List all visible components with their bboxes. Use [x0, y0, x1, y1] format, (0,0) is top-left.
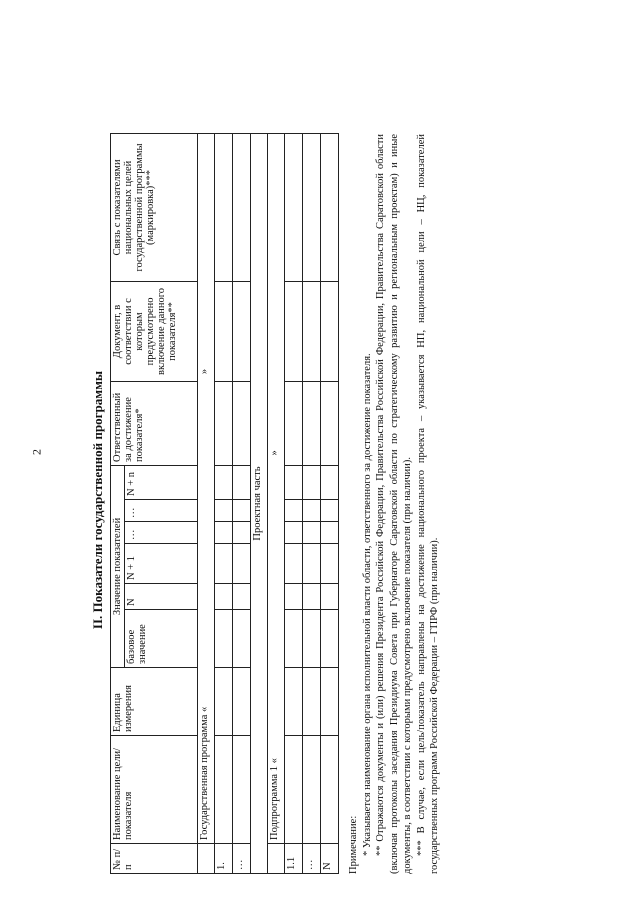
program-close-quote: » — [199, 368, 210, 375]
header-responsible: Ответственный за достижение показателя* — [111, 381, 198, 465]
program-label: Государственная программа « — [199, 706, 210, 840]
page-number: 2 — [29, 449, 44, 455]
header-n1: N + 1 — [125, 544, 198, 584]
subprogram-label: Подпрограмма 1 « — [269, 758, 280, 840]
header-values-group: Значение показателей — [111, 465, 125, 667]
subprogram-section-row — [268, 133, 285, 873]
header-ellipsis-1: … — [125, 522, 198, 544]
empty-cell — [198, 844, 215, 874]
header-name: Наименование цели/показателя — [111, 736, 198, 844]
row-number: … — [303, 844, 321, 874]
header-base: базовое значение — [125, 610, 198, 668]
indicators-table — [110, 133, 339, 874]
section-title: II. Показатели государственной программы — [90, 370, 105, 630]
table-row — [215, 133, 233, 873]
header-unit: Единица измерения — [111, 668, 198, 736]
table-row — [321, 133, 339, 873]
notes-block — [347, 134, 442, 874]
header-row-1 — [111, 133, 125, 873]
header-document: Документ, в соответствии с которым предусмотрено включение данного показателя** — [111, 281, 198, 381]
project-part-label: Проектная часть — [251, 133, 268, 873]
header-nn: N + n — [125, 465, 198, 499]
header-link: Связь с показателями национальных целей государственной программы (маркировка)*** — [111, 133, 198, 281]
note-3: *** В случае, если цель/показатель направлены на достижение национального проекта – указывается НП, национальной цели – НЦ, показателей государственных программ Российской Федерации – ГПРФ (при наличии). — [415, 134, 440, 874]
row-number: 1.1 — [285, 844, 303, 874]
table-row — [285, 133, 303, 873]
row-number: N — [321, 844, 339, 874]
table-row — [303, 133, 321, 873]
empty-cell — [268, 844, 285, 874]
subprogram-section-cell — [268, 133, 285, 843]
project-part-row — [251, 133, 268, 873]
notes-heading: Примечание: — [348, 815, 359, 874]
note-2: ** Отражаются документы и (или) решения Президента Российской Федерации, Правительства Российской Федерации, Правительства Саратовской области (включая протоколы заседания Президиума Совета при Губернаторе Саратовской области по стратегическому развитию и региональным проектам) и иные документы, в соответствии с которыми предусмотрено включение показателя (при наличии). — [375, 134, 413, 874]
header-num: № п/п — [111, 844, 198, 874]
row-number: … — [233, 844, 251, 874]
table-row — [233, 133, 251, 873]
program-section-row — [198, 133, 215, 873]
header-n: N — [125, 584, 198, 610]
subprogram-close-quote: » — [269, 450, 280, 456]
rotated-page-content — [90, 120, 480, 880]
header-ellipsis-2: … — [125, 500, 198, 522]
row-number: 1. — [215, 844, 233, 874]
program-section-cell — [198, 133, 215, 843]
note-1: * Указывается наименование органа исполнительной власти области, ответственного за достижение показателя. — [361, 353, 373, 856]
